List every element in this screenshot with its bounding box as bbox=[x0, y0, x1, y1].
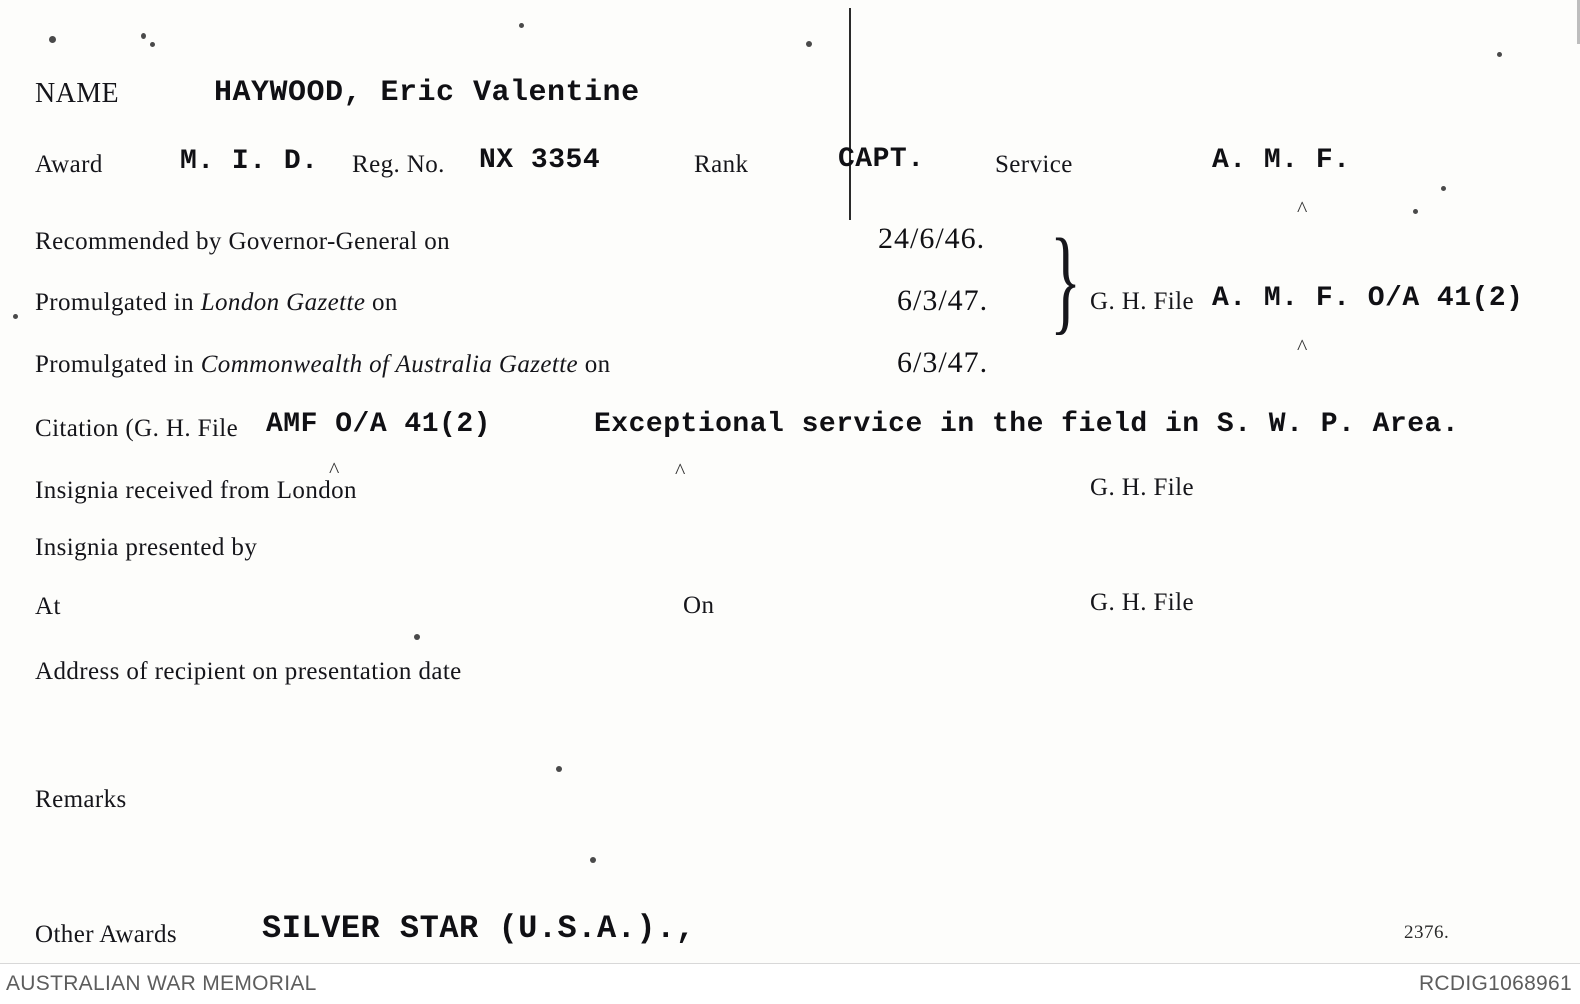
scan-speck bbox=[13, 314, 18, 319]
london-gazette-label bbox=[35, 289, 398, 317]
at-gh-file: G. H. File bbox=[1090, 589, 1194, 616]
scan-speck bbox=[49, 36, 56, 43]
cwlth-gazette-date: 6/3/47. bbox=[897, 346, 989, 379]
vertical-rule bbox=[849, 8, 851, 220]
service-value: A. M. F. bbox=[1212, 145, 1351, 176]
award-label: Award bbox=[35, 151, 103, 178]
on-label: On bbox=[683, 592, 715, 619]
scan-caret-mark: ^ bbox=[675, 458, 686, 483]
scan-speck bbox=[1441, 186, 1446, 191]
at-label: At bbox=[35, 593, 61, 620]
insignia-received-file: G. H. File bbox=[1090, 474, 1194, 501]
footer-identifier: RCDIG1068961 bbox=[1418, 972, 1572, 995]
gh-file-value: A. M. F. O/A 41(2) bbox=[1212, 283, 1524, 314]
regno-value: NX 3354 bbox=[479, 145, 601, 176]
award-value: M. I. D. bbox=[180, 146, 319, 177]
rank-value: CAPT. bbox=[838, 144, 925, 175]
citation-file-value: AMF O/A 41(2) bbox=[266, 409, 491, 440]
regno-label: Reg. No. bbox=[352, 151, 445, 178]
scan-speck bbox=[1413, 209, 1418, 214]
cwlth-gazette-label-italic: Commonwealth of Australia Gazette bbox=[200, 351, 579, 378]
other-awards-label: Other Awards bbox=[35, 921, 178, 948]
scan-speck bbox=[806, 41, 812, 47]
scan-caret-mark: ^ bbox=[1297, 334, 1308, 359]
rank-label: Rank bbox=[694, 151, 749, 178]
london-gazette-label-italic: London Gazette bbox=[200, 289, 366, 316]
scan-speck bbox=[414, 634, 420, 640]
scan-speck bbox=[519, 23, 524, 28]
insignia-presented-label: Insignia presented by bbox=[35, 534, 258, 561]
scan-speck bbox=[1497, 52, 1502, 57]
gh-file-label: G. H. File bbox=[1090, 288, 1194, 315]
card-number: 2376. bbox=[1404, 922, 1450, 943]
cwlth-gazette-label bbox=[35, 351, 611, 379]
other-awards-value: SILVER STAR (U.S.A.)., bbox=[262, 910, 696, 947]
insignia-received-label: Insignia received from London bbox=[35, 477, 357, 504]
scan-caret-mark: ^ bbox=[1297, 196, 1308, 221]
cwlth-gazette-label-pre: Promulgated in bbox=[35, 351, 201, 378]
london-gazette-label-pre: Promulgated in bbox=[35, 289, 201, 316]
scan-caret-mark: ^ bbox=[329, 457, 340, 482]
scan-speck bbox=[590, 857, 596, 863]
recommended-label: Recommended by Governor-General on bbox=[35, 228, 451, 255]
london-gazette-label-post: on bbox=[365, 289, 398, 316]
cwlth-gazette-label-post: on bbox=[578, 351, 611, 378]
date-group-brace: } bbox=[1050, 214, 1082, 345]
citation-label: Citation (G. H. File bbox=[35, 415, 239, 442]
remarks-label: Remarks bbox=[35, 786, 127, 813]
citation-text: Exceptional service in the field in S. W. P. Area. bbox=[594, 409, 1460, 440]
address-label: Address of recipient on presentation date bbox=[35, 658, 462, 685]
name-label: NAME bbox=[35, 78, 120, 109]
service-label: Service bbox=[995, 151, 1073, 178]
footer-bar bbox=[0, 963, 1580, 1004]
scan-speck bbox=[150, 42, 155, 47]
footer-institution: AUSTRALIAN WAR MEMORIAL bbox=[6, 972, 317, 995]
scan-speck bbox=[556, 766, 562, 772]
recommended-date: 24/6/46. bbox=[878, 222, 986, 255]
name-value: HAYWOOD, Eric Valentine bbox=[214, 76, 640, 110]
london-gazette-date: 6/3/47. bbox=[897, 284, 989, 317]
scan-speck bbox=[141, 33, 146, 39]
